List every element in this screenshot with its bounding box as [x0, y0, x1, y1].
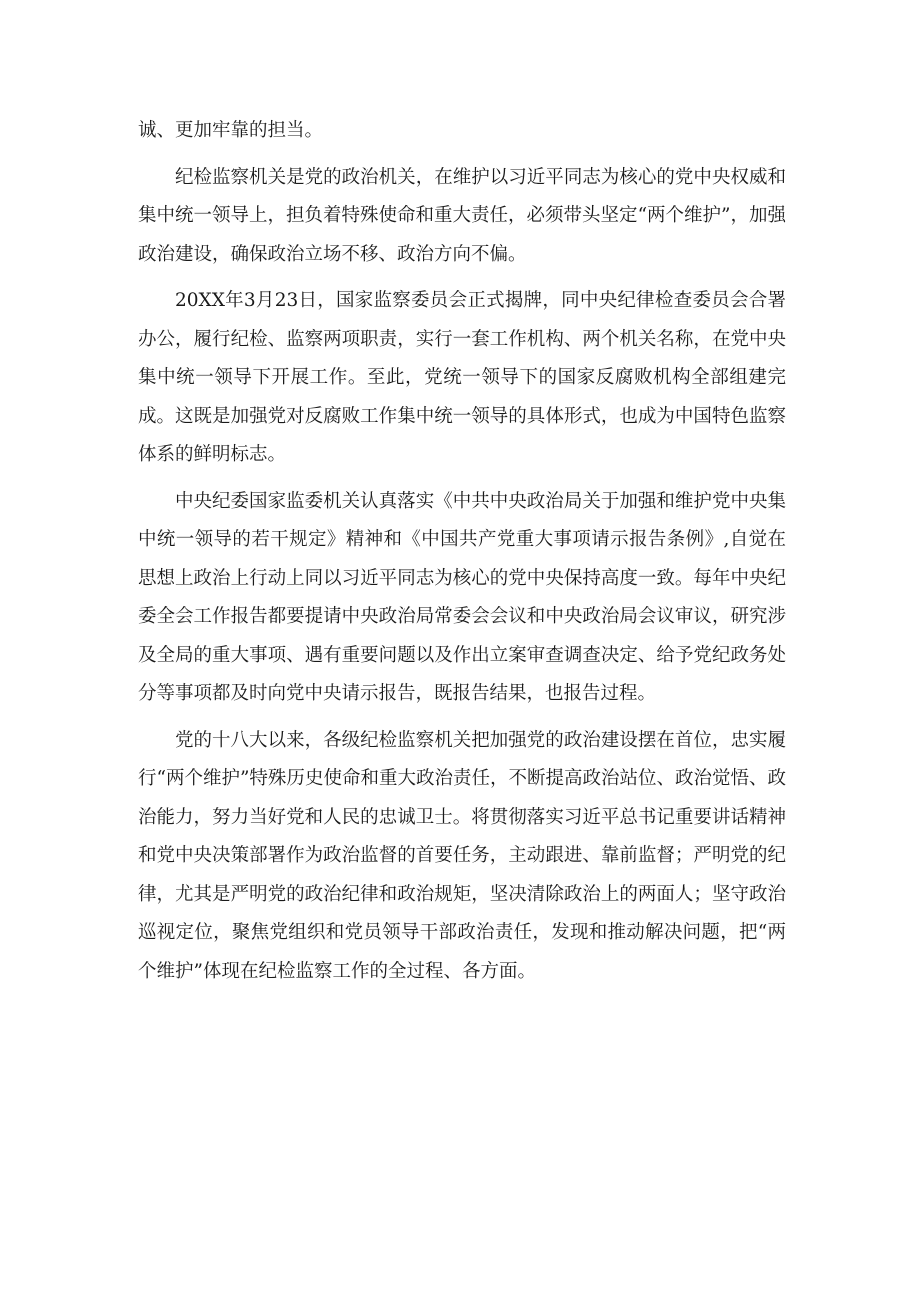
document-page	[138, 112, 786, 999]
paragraph-national-supervision-commission: 20XX年3月23日，国家监察委员会正式揭牌，同中央纪律检查委员会合署办公，履行纪检、监察两项职责，实行一套工作机构、两个机关名称，在党中央集中统一领导下开展工作。至此，党统一领导下的国家反腐败机构全部组建完成。这既是加强党对反腐败工作集中统一领导的具体形式，也成为中国特色监察体系的鲜明标志。	[138, 290, 786, 465]
paragraph-central-commission-implementation: 中央纪委国家监委机关认真落实《中共中央政治局关于加强和维护党中央集中统一领导的若干规定》精神和《中国共产党重大事项请示报告条例》,自觉在思想上政治上行动上同以习近平同志为核心的党中央保持高度一致。每年中央纪委全会工作报告都要提请中央政治局常委会会议和中央政治局会议审议，研究涉及全局的重大事项、遇有重要问题以及作出立案审查调查决定、给予党纪政务处分等事项都及时向党中央请示报告，既报告结果，也报告过程。	[138, 490, 786, 704]
paragraph-since-18th-congress: 党的十八大以来，各级纪检监察机关把加强党的政治建设摆在首位，忠实履行“两个维护”特殊历史使命和重大政治责任，不断提高政治站位、政治觉悟、政治能力，努力当好党和人民的忠诚卫士。将贯彻落实习近平总书记重要讲话精神和党中央决策部署作为政治监督的首要任务，主动跟进、靠前监督；严明党的纪律，尤其是严明党的政治纪律和政治规矩，坚决清除政治上的两面人；坚守政治巡视定位，聚焦党组织和党员领导干部政治责任，发现和推动解决问题，把“两个维护”体现在纪检监察工作的全过程、各方面。	[138, 729, 786, 982]
paragraph-continuation: 诚、更加牢靠的担当。	[138, 120, 324, 141]
paragraph-political-organ: 纪检监察机关是党的政治机关，在维护以习近平同志为核心的党中央权威和集中统一领导上，担负着特殊使命和重大责任，必须带头坚定“两个维护”，加强政治建设，确保政治立场不移、政治方向不偏。	[138, 166, 786, 265]
